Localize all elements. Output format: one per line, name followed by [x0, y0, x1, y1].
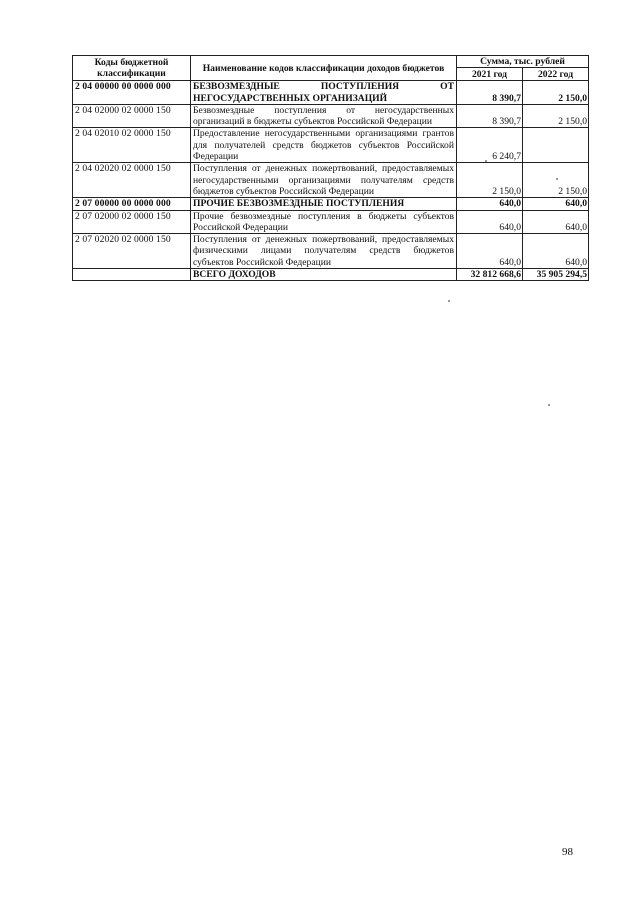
page-number: 98	[562, 846, 573, 858]
amount-2021-cell: 640,0	[457, 210, 523, 234]
amount-2021-cell: 32 812 668,6	[457, 269, 523, 281]
amount-2022-cell: 640,0	[523, 210, 589, 234]
amount-2021-cell: 640,0	[457, 198, 523, 210]
table-body	[73, 81, 589, 281]
amount-2021-cell: 8 390,7	[457, 104, 523, 128]
code-cell: 2 04 02010 02 0000 150	[73, 128, 191, 163]
code-cell: 2 07 02020 02 0000 150	[73, 234, 191, 269]
table-row	[73, 198, 589, 210]
amount-2022-cell: 2 150,0	[523, 163, 589, 198]
amount-2021-cell: 2 150,0	[457, 163, 523, 198]
table-row	[73, 234, 589, 269]
amount-2021-cell: 640,0	[457, 234, 523, 269]
header-name: Наименование кодов классификации доходов бюджетов	[191, 56, 457, 81]
name-cell: Поступления от денежных пожертвований, предоставляемых негосударственными организациями получателям средств бюджетов субъектов Российской Федерации	[191, 163, 457, 198]
scan-speck	[448, 300, 450, 302]
scan-speck	[548, 404, 550, 406]
table-row	[73, 269, 589, 281]
name-cell: ВСЕГО ДОХОДОВ	[191, 269, 457, 281]
name-cell: Безвозмездные поступления от негосударственных организаций в бюджеты субъектов Российской Федерации	[191, 104, 457, 128]
code-cell: 2 04 00000 00 0000 000	[73, 81, 191, 105]
scan-speck	[556, 178, 558, 180]
name-cell: ПРОЧИЕ БЕЗВОЗМЕЗДНЫЕ ПОСТУПЛЕНИЯ	[191, 198, 457, 210]
table-row	[73, 128, 589, 163]
amount-2022-cell: 640,0	[523, 234, 589, 269]
code-cell	[73, 269, 191, 281]
name-cell: Предоставление негосударственными организациями грантов для получателей средств бюджетов субъектов Российской Федерации	[191, 128, 457, 163]
table-row	[73, 210, 589, 234]
code-cell: 2 04 02000 02 0000 150	[73, 104, 191, 128]
budget-revenue-table	[72, 55, 589, 281]
header-codes: Коды бюджетной классификации	[73, 56, 191, 81]
header-year-2022: 2022 год	[523, 68, 589, 81]
name-cell: БЕЗВОЗМЕЗДНЫЕ ПОСТУПЛЕНИЯ ОТ НЕГОСУДАРСТВЕННЫХ ОРГАНИЗАЦИЙ	[191, 81, 457, 105]
scan-speck	[485, 160, 487, 162]
amount-2022-cell	[523, 128, 589, 163]
header-year-2021: 2021 год	[457, 68, 523, 81]
amount-2022-cell: 2 150,0	[523, 104, 589, 128]
table-row	[73, 81, 589, 105]
code-cell: 2 04 02020 02 0000 150	[73, 163, 191, 198]
amount-2021-cell: 6 240,7	[457, 128, 523, 163]
amount-2022-cell: 640,0	[523, 198, 589, 210]
amount-2022-cell: 2 150,0	[523, 81, 589, 105]
amount-2021-cell: 8 390,7	[457, 81, 523, 105]
table-row	[73, 163, 589, 198]
amount-2022-cell: 35 905 294,5	[523, 269, 589, 281]
code-cell: 2 07 00000 00 0000 000	[73, 198, 191, 210]
code-cell: 2 07 02000 02 0000 150	[73, 210, 191, 234]
name-cell: Поступления от денежных пожертвований, предоставляемых физическими лицами получателям средств бюджетов субъектов Российской Федерации	[191, 234, 457, 269]
table-row	[73, 104, 589, 128]
name-cell: Прочие безвозмездные поступления в бюджеты субъектов Российской Федерации	[191, 210, 457, 234]
header-sum: Сумма, тыс. рублей	[457, 56, 589, 68]
